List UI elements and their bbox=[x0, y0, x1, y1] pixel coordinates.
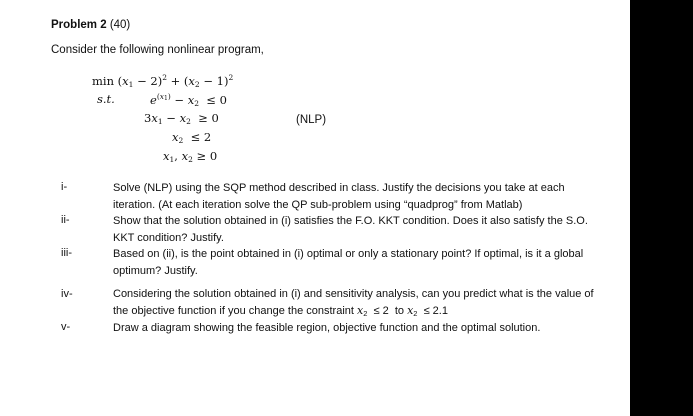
question-iii-label: iii- bbox=[61, 247, 72, 259]
constraint-nonnegativity: $x_1$, $x_2 \ge 0$ bbox=[163, 149, 218, 164]
question-i-label: i- bbox=[61, 181, 68, 193]
subject-to-label: s.t. bbox=[97, 92, 115, 106]
question-iv-label: iv- bbox=[61, 288, 73, 300]
question-iii-text: Based on (ii), is the point obtained in (i) optimal or only a stationary point? If optimal, is it a global optimum? Justify. bbox=[113, 248, 584, 277]
question-v-label: v- bbox=[61, 321, 71, 333]
intro-text: Consider the following nonlinear program, bbox=[51, 44, 264, 56]
question-i-text: Solve (NLP) using the SQP method described in class. Justify the decisions you take at each iteration. (At each iteration solve the QP sub-problem using “quadprog” from Matlab) bbox=[113, 182, 565, 211]
constraint-1: $e^{(x_1)} - x_2 \le 0$ bbox=[150, 92, 227, 108]
question-ii-label: ii- bbox=[61, 214, 70, 226]
question-iv-text-before: Considering the solution obtained in (i) and sensitivity analysis, can you predict what is the value of the objective function if you change the constraint bbox=[113, 288, 594, 317]
right-black-border bbox=[630, 0, 693, 416]
problem-heading bbox=[51, 19, 130, 31]
constraint-2: $3x_1 - x_2 \ge 0$ bbox=[144, 111, 219, 126]
problem-points: (40) bbox=[109, 19, 131, 31]
question-iv-text: Considering the solution obtained in (i) and sensitivity analysis, can you predict what is the value of the objective function if you change the constraint $x_2 \le 2$ to $x_2 \le 2.1$ bbox=[113, 288, 594, 318]
constraint-3: $x_2 \le 2$ bbox=[172, 130, 212, 145]
objective-function: $\min (x_1 - 2)^2 + (x_2 - 1)^2$ bbox=[92, 73, 234, 89]
question-v-text: Draw a diagram showing the feasible region, objective function and the optimal solution. bbox=[113, 322, 541, 334]
nlp-tag: (NLP) bbox=[296, 114, 327, 126]
question-ii-text: Show that the solution obtained in (i) satisfies the F.O. KKT condition. Does it also satisfy the S.O. KKT condition? Justify. bbox=[113, 215, 588, 244]
min-keyword: min bbox=[92, 74, 114, 88]
problem-title: Problem 2 bbox=[51, 19, 107, 31]
question-iv-text-mid: to bbox=[394, 304, 405, 317]
